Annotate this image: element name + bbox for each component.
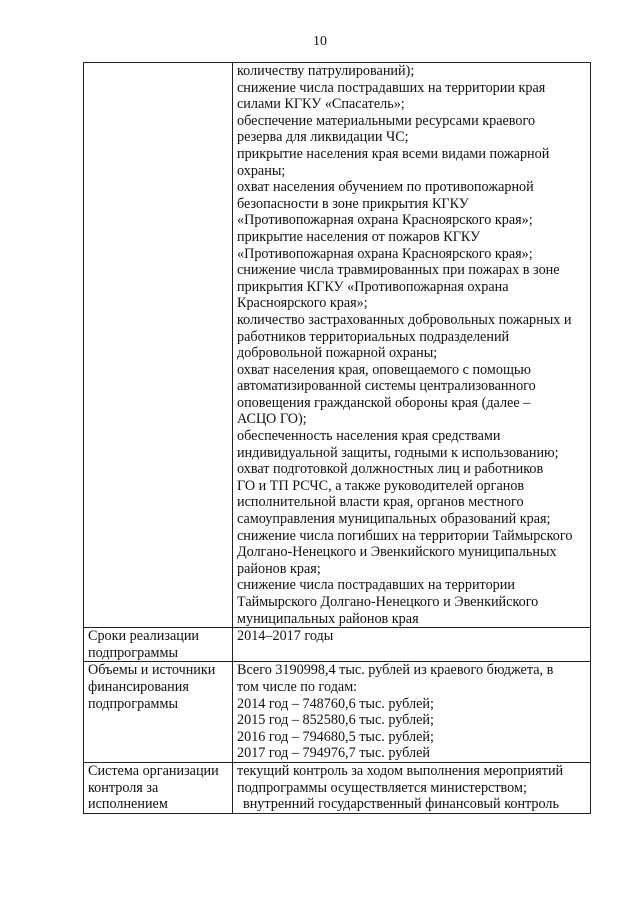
indicator-line: Красноярского края»; [237,295,368,312]
indicator-line: самоуправления муниципальных образований края; [237,511,551,528]
indicator-line: охват подготовкой должностных лиц и работников [237,461,544,478]
page-number: 10 [313,34,327,49]
indicator-line: снижение числа пострадавших на территории [237,577,515,594]
indicator-line: исполнительной власти края, органов местного [237,494,524,511]
indicator-line: снижение числа пострадавших на территории края [237,79,546,96]
table-row-timeline [84,628,591,662]
control-label-line: контроля за [88,779,159,796]
table-row-indicators [84,63,591,628]
indicator-line: обеспеченность населения края средствами [237,428,501,445]
indicator-line: охват населения края, оповещаемого с помощью [237,361,531,378]
indicator-line: количество застрахованных добровольных пожарных и [237,311,572,328]
funding-value-cell [233,662,591,763]
control-value-line: текущий контроль за ходом выполнения мероприятий [237,762,564,779]
control-label-cell [84,762,233,813]
indicator-line: ГО и ТП РСЧС, а также руководителей органов [237,477,525,494]
funding-label-cell [84,662,233,763]
timeline-value-line: 2014–2017 годы [237,628,334,645]
indicator-line: количеству патрулирований); [237,63,415,79]
funding-value-line: 2015 год – 852580,6 тыс. рублей; [237,712,434,729]
indicator-line: снижение числа травмированных при пожарах в зоне [237,262,560,279]
passport-table [83,62,591,814]
indicator-line: районов края; [237,560,321,577]
timeline-label-cell [84,628,233,662]
funding-value-line: 2016 год – 794680,5 тыс. рублей; [237,728,434,745]
funding-label-line: финансирования [88,678,189,695]
funding-value-line: 2017 год – 794976,7 тыс. рублей [237,745,430,762]
indicator-line: безопасности в зоне прикрытия КГКУ [237,195,469,212]
indicator-line: автоматизированной системы централизованного [237,378,536,395]
timeline-label-line: Сроки реализации [88,628,200,645]
indicator-line: прикрытие населения края всеми видами пожарной [237,145,550,162]
indicator-line: оповещения гражданской обороны края (далее – [237,394,531,411]
control-value-cell [233,762,591,813]
indicator-line: снижение числа погибших на территории Таймырского [237,527,573,544]
indicator-line: обеспечение материальными ресурсами краевого [237,112,536,129]
indicator-line: прикрытия КГКУ «Противопожарная охрана [237,278,509,295]
funding-label-line: Объемы и источники [88,662,216,679]
label-cell-empty [84,63,233,628]
funding-value-line: 2014 год – 748760,6 тыс. рублей; [237,695,434,712]
control-value-line: внутренний государственный финансовый контроль [243,796,559,813]
table-row-control [84,762,591,813]
control-label-line: Система организации [88,762,219,779]
indicator-line: «Противопожарная охрана Красноярского края»; [237,245,533,262]
control-value-line: подпрограммы осуществляется министерством; [237,779,527,796]
funding-label-line: подпрограммы [88,695,178,712]
indicator-line: индивидуальной защиты, годными к использованию; [237,444,559,461]
indicator-line: «Противопожарная охрана Красноярского края»; [237,212,533,229]
control-label-line: исполнением [88,796,168,813]
timeline-value-cell [233,628,591,662]
indicator-line: охраны; [237,162,286,179]
indicator-line: АСЦО ГО); [237,411,307,428]
funding-value-line: том числе по годам: [237,678,358,695]
indicator-line: муниципальных районов края [237,610,419,627]
indicator-line: работников территориальных подразделений [237,328,510,345]
indicator-line: резерва для ликвидации ЧС; [237,129,409,146]
table-row-funding [84,662,591,763]
timeline-label-line: подпрограммы [88,644,178,661]
indicator-line: силами КГКУ «Спасатель»; [237,96,405,113]
indicators-value-cell [233,63,591,628]
indicator-line: охват населения обучением по противопожарной [237,179,534,196]
indicator-line: Долгано-Ненецкого и Эвенкийского муниципальных [237,544,557,561]
indicator-line: добровольной пожарной охраны; [237,345,438,362]
indicator-line: прикрытие населения от пожаров КГКУ [237,228,481,245]
indicator-line: Таймырского Долгано-Ненецкого и Эвенкийского [237,594,539,610]
funding-value-line: Всего 3190998,4 тыс. рублей из краевого бюджета, в [237,662,554,679]
